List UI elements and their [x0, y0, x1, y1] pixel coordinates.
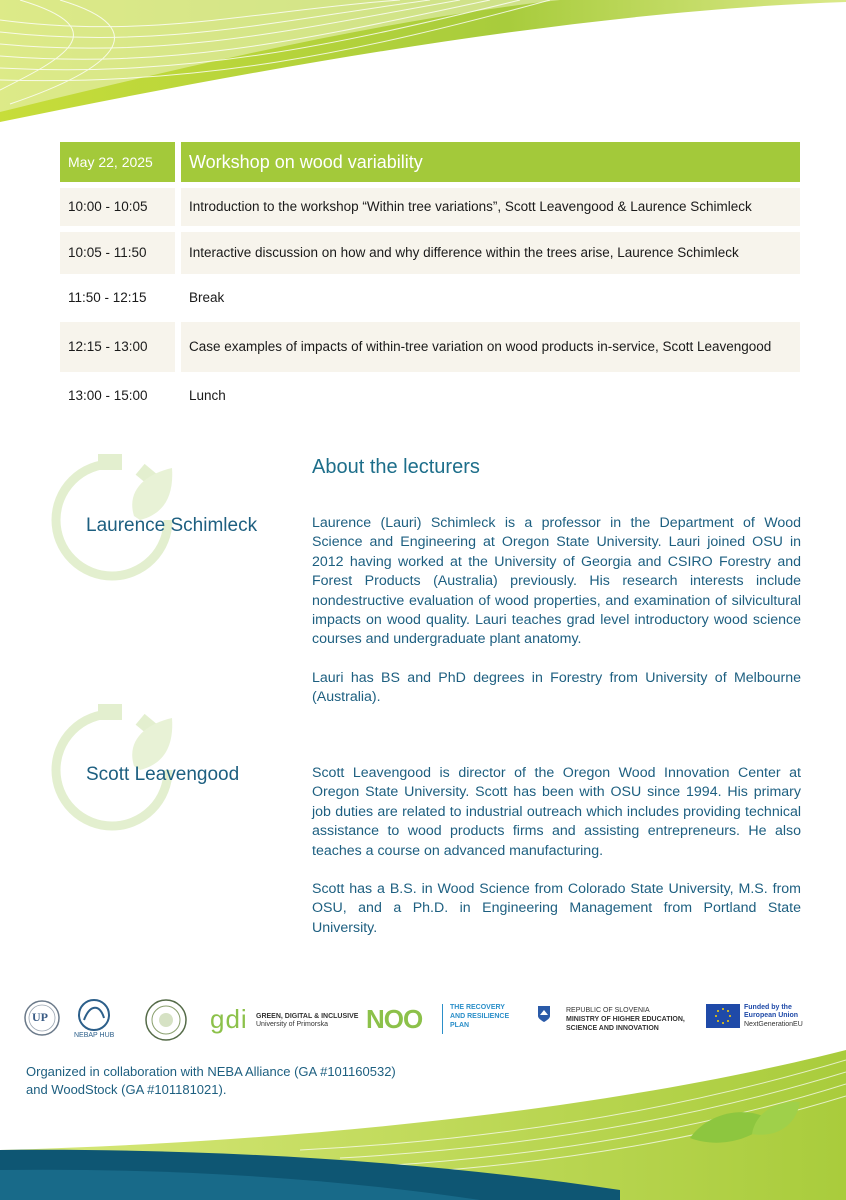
schedule-table [60, 142, 800, 420]
slovenia-coat-of-arms-icon [538, 1006, 550, 1022]
eu-line: NextGenerationEU [744, 1021, 803, 1028]
schedule-time: 12:15 - 13:00 [60, 322, 175, 372]
schedule-date: May 22, 2025 [60, 142, 175, 182]
top-wave-decoration [0, 0, 846, 130]
bio-paragraph: Scott has a B.S. in Wood Science from Colorado State University, M.S. from OSU, and a Ph.D. in Engineering Management from Portland State University. [312, 881, 801, 936]
eu-flag-icon [706, 1004, 740, 1028]
schedule-desc: Lunch [189, 388, 226, 403]
noo-mark: NOO [366, 1004, 423, 1034]
schedule-time: 10:05 - 11:50 [60, 232, 175, 274]
slo-line: REPUBLIC OF SLOVENIA [566, 1007, 650, 1014]
schedule-row [60, 280, 800, 316]
slo-line: SCIENCE AND INNOVATION [566, 1025, 659, 1032]
schedule-desc: Break [189, 290, 225, 305]
nebap-text: NEBAP HUB [74, 1032, 115, 1039]
lecturer-name: Scott Leavengood [86, 764, 240, 785]
organized-line: Organized in collaboration with NEBA Alliance (GA #101160532) [26, 1064, 396, 1079]
about-title: About the lecturers [312, 456, 480, 478]
lecturer-bio [312, 764, 801, 957]
gdi-line: GREEN, DIGITAL & INCLUSIVE [256, 1013, 359, 1020]
schedule-desc: Interactive discussion on how and why difference within the trees arise, Laurence Schimleck [181, 232, 800, 274]
bio-paragraph: Scott Leavengood is director of the Oregon Wood Innovation Center at Oregon State University. Scott has been with OSU since 1994. His primary job duties are related to industrial outreach which includes providing technical assistance to wood products firms and assisting entrepreneurs. He also teaches a course on advanced manufacturing. [312, 765, 801, 859]
eu-line: European Union [744, 1012, 799, 1019]
schedule-row [60, 188, 800, 226]
bottom-wave-decoration [0, 1030, 846, 1200]
gdi-line: University of Primorska [256, 1021, 328, 1028]
schedule-desc: Introduction to the workshop “Within tree variations”, Scott Leavengood & Laurence Schimleck [181, 188, 800, 226]
lecturer-name: Laurence Schimleck [86, 515, 258, 536]
noo-line: THE RECOVERY [450, 1004, 505, 1011]
lecturer-bio [312, 514, 801, 727]
bio-paragraph: Lauri has BS and PhD degrees in Forestry from University of Melbourne (Australia). [312, 669, 801, 706]
gdi-mark: gdi [210, 1004, 248, 1034]
up-letters: UP [32, 1010, 48, 1024]
schedule-time: 11:50 - 12:15 [68, 290, 147, 305]
slo-line: MINISTRY OF HIGHER EDUCATION, [566, 1016, 685, 1023]
organized-line: and WoodStock (GA #101181021). [26, 1082, 227, 1097]
schedule-time: 13:00 - 15:00 [68, 388, 148, 403]
noo-line: AND RESILIENCE [450, 1013, 510, 1020]
schedule-row [60, 322, 800, 372]
eu-line: Funded by the [744, 1004, 792, 1011]
schedule-desc: Case examples of impacts of within-tree variation on wood products in-service, Scott Leavengood [181, 322, 800, 372]
schedule-header-row [60, 142, 800, 182]
schedule-time: 10:00 - 10:05 [60, 188, 175, 226]
bio-paragraph: Laurence (Lauri) Schimleck is a professor in the Department of Wood Science and Engineering at Oregon State University. Lauri joined OSU in 2012 having worked at the University of Georgia and CSIRO Forestry and Forest Products (Australia) previously. His research interests include nondestructive evaluation of wood properties, and examination of silvicultural impacts on wood quality. Lauri teaches grad level introductory wood science courses and undergraduate plant anatomy. [312, 515, 801, 648]
schedule-title: Workshop on wood variability [181, 142, 800, 182]
noo-line: PLAN [450, 1022, 470, 1029]
schedule-row [60, 232, 800, 274]
schedule-row [60, 378, 800, 414]
